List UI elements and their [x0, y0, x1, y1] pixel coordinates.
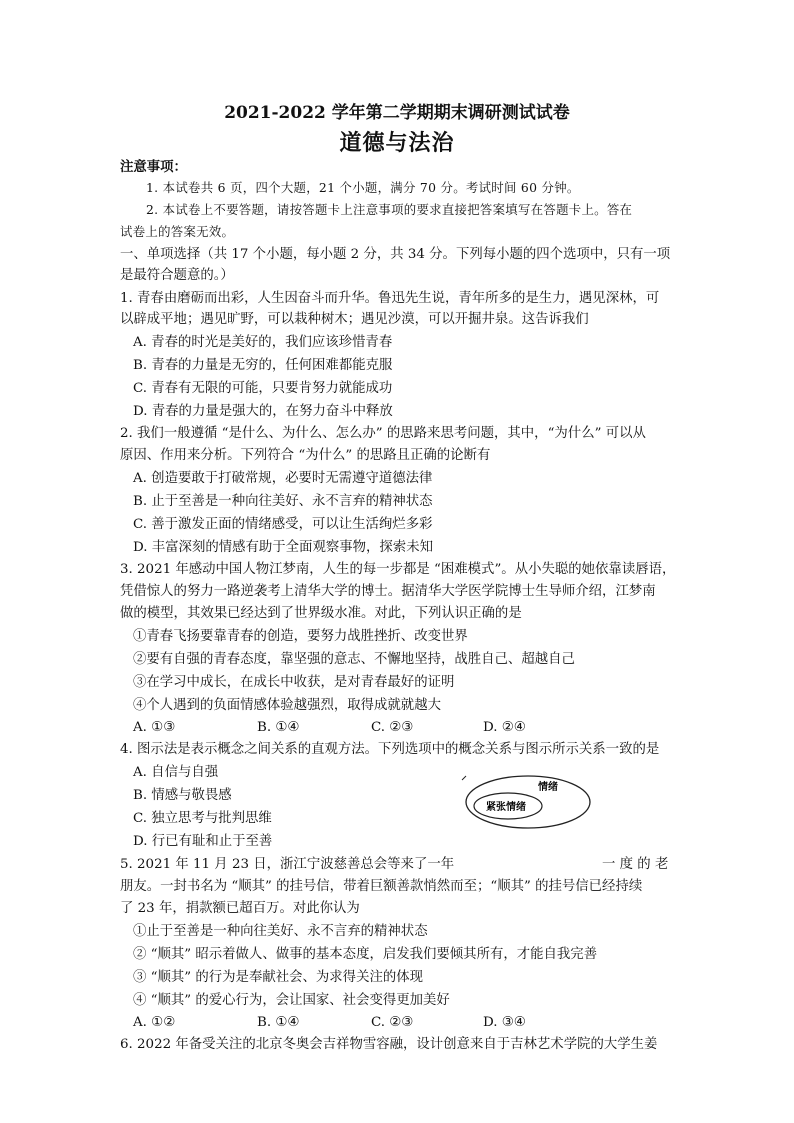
q5-statement-4: ④ “顺其” 的爱心行为，会让国家、社会变得更加美好 [133, 993, 450, 1008]
q1-stem-cont: 以辟成平地；遇见旷野，可以栽种树木；遇见沙漠，可以开掘井泉。这告诉我们 [120, 312, 589, 327]
q1-option-c: C. 青春有无限的可能，只要肯努力就能成功 [133, 381, 393, 396]
q2-stem: 2. 我们一般遵循 “是什么、为什么、怎么办” 的思路来思考问题，其中，“为什么” 可以从 [120, 426, 646, 441]
q3-stem-cont-1: 凭借惊人的努力一路逆袭考上清华大学的博士。据清华大学医学院博士生导师介绍，江梦南 [120, 584, 656, 599]
q2-option-d: D. 丰富深刻的情感有助于全面观察事物，探索未知 [133, 540, 433, 555]
q3-options [133, 718, 693, 738]
notes-heading: 注意事项： [120, 159, 187, 175]
q3-option-b: B. ①④ [257, 720, 300, 735]
q1-option-b: B. 青春的力量是无穷的，任何困难都能克服 [133, 358, 393, 373]
subject-title: 道德与法治 [339, 130, 455, 156]
q3-option-a: A. ①③ [133, 720, 176, 735]
exam-title: 2021-2022 学年第二学期期末调研测试试卷 [224, 103, 570, 123]
note-item-2: 2. 本试卷上不要答题，请按答题卡上注意事项的要求直接把答案填写在答题卡上。答在 [146, 202, 633, 217]
q2-option-a: A. 创造要敢于打破常规，必要时无需遵守道德法律 [133, 471, 433, 486]
q5-stem-cont-1: 朋友。一封书名为 “顺其” 的挂号信，带着巨额善款悄然而至；“顺其” 的挂号信已经持续 [120, 879, 643, 894]
q3-option-c: C. ②③ [371, 720, 414, 735]
q4-option-c: C. 独立思考与批判思维 [133, 811, 272, 826]
q5-option-b: B. ①④ [257, 1015, 300, 1030]
q5-stem-end: 一 度 的 老 [602, 857, 669, 872]
q5-stem-cont-2: 了 23 年，捐款额已超百万。对此你认为 [120, 901, 360, 916]
q3-statement-2: ②要有自强的青春态度，靠坚强的意志、不懈地坚持，战胜自己、超越自己 [133, 652, 575, 667]
q3-statement-1: ①青春飞扬要靠青春的创造，要努力战胜挫折、改变世界 [133, 629, 468, 644]
q1-stem: 1. 青春由磨砺而出彩，人生因奋斗而升华。鲁迅先生说，青年所多的是生力，遇见深林，可 [120, 291, 660, 306]
q4-option-b: B. 情感与敬畏感 [133, 788, 232, 803]
q2-stem-cont: 原因、作用来分析。下列符合 “为什么” 的思路且正确的论断有 [120, 448, 491, 463]
q6-stem: 6. 2022 年备受关注的北京冬奥会吉祥物雪容融，设计创意来自于吉林艺术学院的大学生姜 [120, 1037, 658, 1052]
outer-label: 情绪 [538, 782, 558, 793]
q5-option-a: A. ①② [133, 1015, 176, 1030]
diagram-tick-mark [462, 776, 466, 780]
q3-statement-3: ③在学习中成长，在成长中收获，是对青春最好的证明 [133, 675, 455, 690]
q2-option-c: C. 善于激发正面的情绪感受，可以让生活绚烂多彩 [133, 517, 433, 532]
q3-stem-cont-2: 做的模型，其效果已经达到了世界级水准。对此，下列认识正确的是 [120, 606, 522, 621]
outer-ellipse [466, 776, 590, 828]
q5-option-c: C. ②③ [371, 1015, 414, 1030]
q4-option-a: A. 自信与自强 [133, 765, 219, 780]
q5-options [133, 1013, 693, 1033]
q3-option-d: D. ②④ [483, 720, 526, 735]
note-item-2-cont: 试卷上的答案无效。 [120, 224, 235, 239]
q5-statement-3: ③ “顺其” 的行为是奉献社会、为求得关注的体现 [133, 970, 424, 985]
q4-option-d: D. 行已有耻和止于至善 [133, 834, 273, 849]
section-1-heading: 一、单项选择（共 17 个小题，每小题 2 分，共 34 分。下列每小题的四个选项中，只有一项 [120, 247, 671, 262]
q5-statement-1: ①止于至善是一种向往美好、永不言弃的精神状态 [133, 924, 428, 939]
q1-option-a: A. 青春的时光是美好的，我们应该珍惜青春 [133, 335, 393, 350]
q1-option-d: D. 青春的力量是强大的，在努力奋斗中释放 [133, 404, 393, 419]
note-item-1: 1. 本试卷共 6 页，四个大题，21 个小题，满分 70 分。考试时间 60 分钟。 [146, 180, 580, 195]
concept-diagram [458, 768, 598, 832]
q5-statement-2: ② “顺其” 昭示着做人、做事的基本态度，启发我们要倾其所有，才能自我完善 [133, 947, 598, 962]
q3-stem: 3. 2021 年感动中国人物江梦南，人生的每一步都是 “困难模式”。从小失聪的她依靠读唇语， [120, 562, 676, 577]
q5-option-d: D. ③④ [483, 1015, 526, 1030]
q4-stem: 4. 图示法是表示概念之间关系的直观方法。下列选项中的概念关系与图示所示关系一致的是 [120, 742, 660, 757]
q5-stem: 5. 2021 年 11 月 23 日，浙江宁波慈善总会等来了一年 [120, 857, 455, 872]
q2-option-b: B. 止于至善是一种向往美好、永不言弃的精神状态 [133, 494, 433, 509]
section-1-heading-cont: 是最符合题意的。） [120, 268, 234, 283]
inner-label: 紧张情绪 [486, 802, 526, 813]
q3-statement-4: ④个人遇到的负面情感体验越强烈，取得成就就越大 [133, 698, 441, 713]
